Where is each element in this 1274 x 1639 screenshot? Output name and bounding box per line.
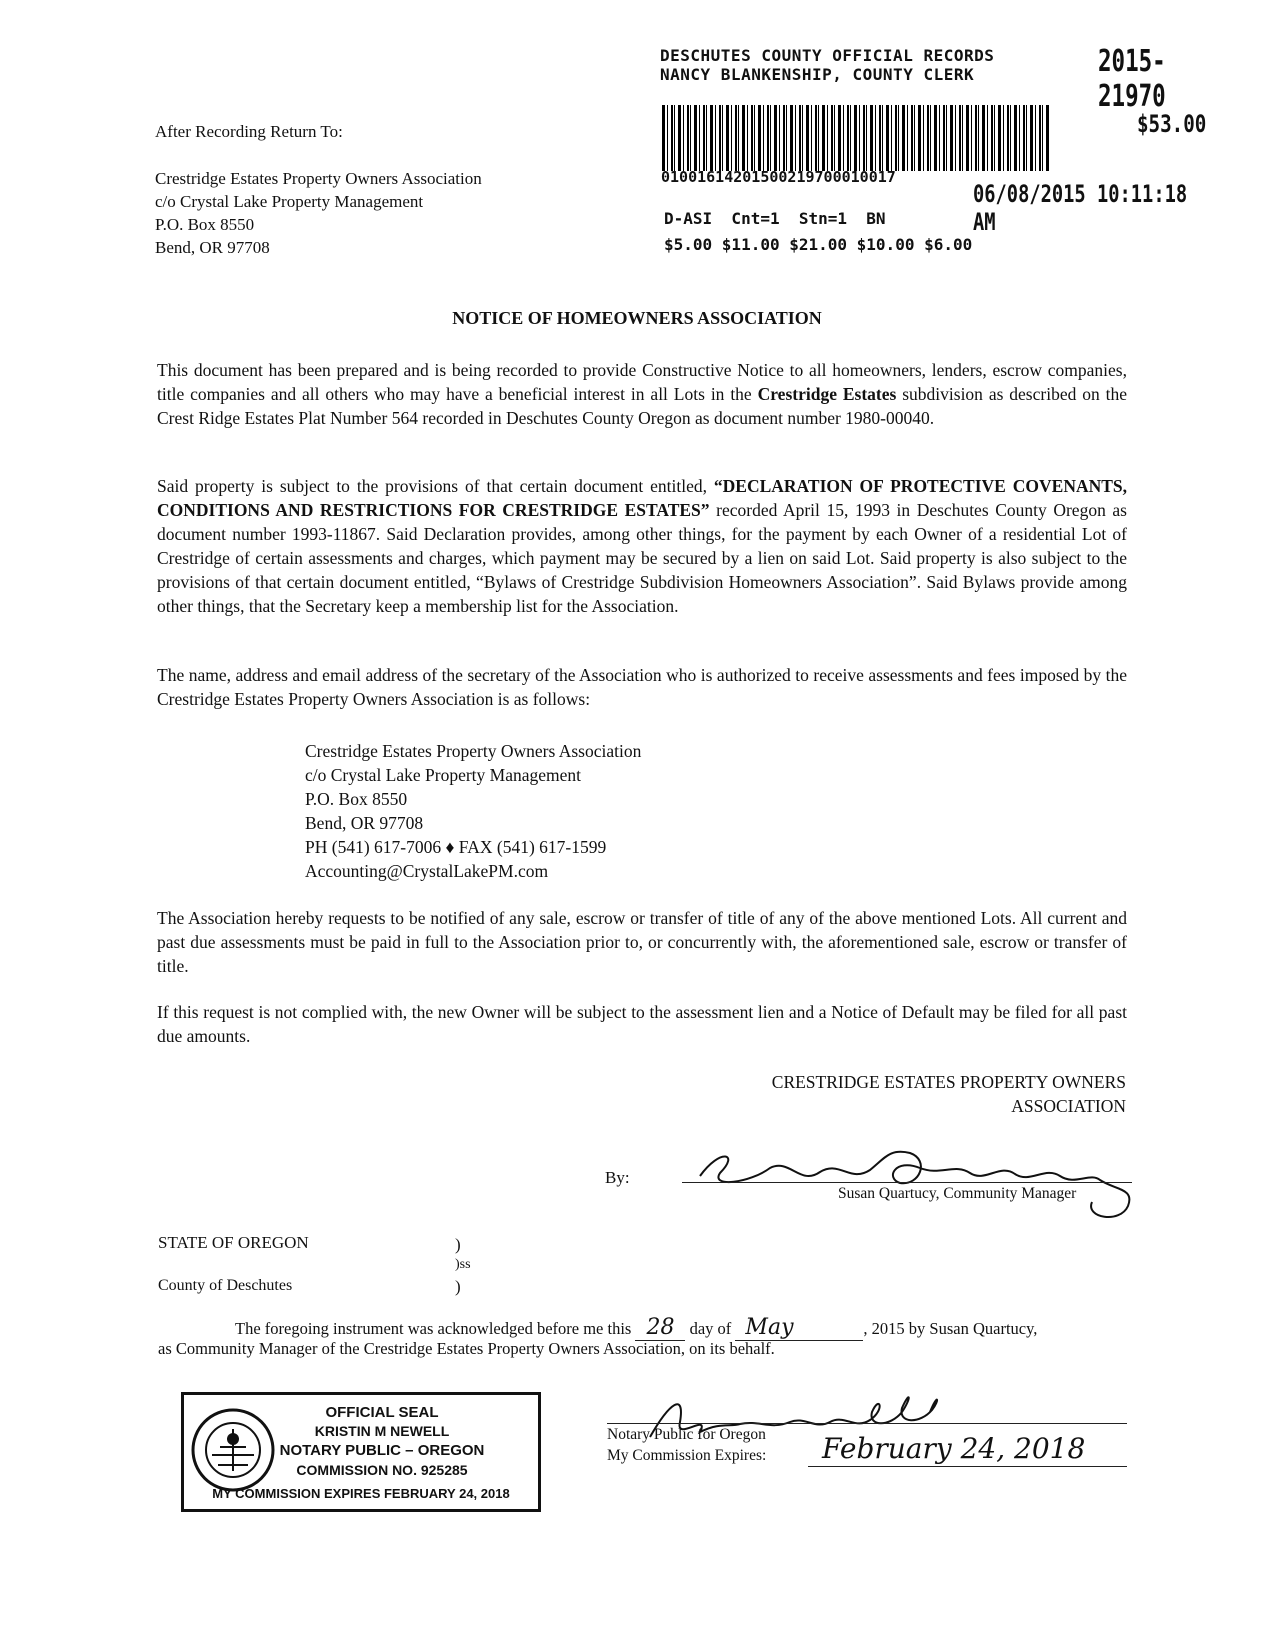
recording-fees: $5.00 $11.00 $21.00 $10.00 $6.00 [664,235,973,254]
return-to-line: P.O. Box 8550 [155,215,255,234]
paragraph-notification-request: The Association hereby requests to be notified of any sale, escrow or transfer of title of any of the above mentioned Lots. All current and past due assessments must be paid in full to the Association prior to, or concurrently with, the aforementioned sale, escrow or transfer of title. [157,908,1127,976]
by-label: By: [605,1168,630,1187]
expires-line [808,1466,1127,1467]
commission-expires-label: My Commission Expires: [607,1447,767,1464]
recording-codes: D-ASI Cnt=1 Stn=1 BN [664,209,886,228]
return-to-address [155,167,482,259]
declaration-title: “DECLARATION OF PROTECTIVE COVENANTS, CONDITIONS AND RESTRICTIONS FOR CRESTRIDGE ESTATES” [157,476,1128,520]
paragraph-secretary: The name, address and email address of the secretary of the Association who is authorized to receive assessments and fees imposed by the Crestridge Estates Property Owners Association is as follows: [157,665,1127,709]
acknowledgment-line-2: as Community Manager of the Crestridge Estates Property Owners Association, on its behalf. [158,1339,775,1358]
document-number: 2015-21970 [1098,44,1166,114]
subdivision-name: Crestridge Estates [757,384,897,404]
secretary-address [305,739,641,883]
venue-county: County of Deschutes [158,1277,293,1294]
return-to-line: c/o Crystal Lake Property Management [155,192,424,211]
seal-official: OFFICIAL SEAL [325,1404,439,1421]
venue-state: STATE OF OREGON [158,1233,309,1252]
notary-signature-line [607,1423,1127,1424]
notary-seal [181,1392,541,1512]
address-line: c/o Crystal Lake Property Management [305,765,582,785]
paragraph-default-warning: If this request is not complied with, the new Owner will be subject to the assessment lien and a Notice of Default may be filed for all past due amounts. [157,1002,1127,1046]
acknowledgment-month: May [735,1315,863,1341]
venue-ss: )ss [455,1257,471,1272]
seal-notary-name: KRISTIN M NEWELL [314,1423,450,1439]
seal-commission-expires: MY COMMISSION EXPIRES FEBRUARY 24, 2018 [212,1486,510,1501]
barcode-digits: 01001614201500219700010017 [661,168,896,186]
return-to-line: Crestridge Estates Property Owners Association [155,169,482,188]
document-title: NOTICE OF HOMEOWNERS ASSOCIATION [452,308,822,328]
acknowledgment-day: 28 [635,1315,685,1341]
venue-paren: ) [455,1277,461,1296]
recording-datetime: 06/08/2015 10:11:18 AM [973,180,1188,236]
signature-line [682,1182,1132,1183]
address-line: Bend, OR 97708 [305,813,424,833]
venue-paren: ) [455,1235,461,1254]
acknowledgment-line-1: The foregoing instrument was acknowledged before me this 28 day of May , 2015 by Susan Quartucy, [235,1315,1038,1340]
association-signature-name: CRESTRIDGE ESTATES PROPERTY OWNERS ASSOCIATION [771,1072,1126,1116]
notary-public-label: Notary Public for Oregon [607,1426,766,1443]
commission-expires-handwritten: February 24, 2018 [822,1432,1086,1465]
return-to-label: After Recording Return To: [155,122,343,141]
barcode [662,105,1050,171]
county-clerk-line: NANCY BLANKENSHIP, COUNTY CLERK [660,65,975,84]
recording-fee-total: $53.00 [1137,110,1207,138]
signer-name: Susan Quartucy, Community Manager [838,1185,1077,1202]
address-line: P.O. Box 8550 [305,789,408,809]
recording-office-line: DESCHUTES COUNTY OFFICIAL RECORDS [660,46,995,65]
address-line: Crestridge Estates Property Owners Association [305,741,642,761]
email-address: Accounting@CrystalLakePM.com [305,861,549,881]
paragraph-declaration: Said property is subject to the provisions of that certain document entitled, “DECLARATION OF PROTECTIVE COVENANTS, CONDITIONS AND RESTRICTIONS FOR CRESTRIDGE ESTATES” recorded April 15, 1993 in Deschutes County Oregon as document number 1993-11867. Said Declaration provides, among other things, for the payment by each Owner of a residential Lot of Crestridge of certain assessments and charges, which payment may be secured by a lien on said Lot. Said property is also subject to the provisions of that certain document entitled, “Bylaws of Crestridge Subdivision Homeowners Association”. Said Bylaws provide among other things, that the Secretary keep a membership list for the Association. [157,476,1128,616]
seal-commission-number: COMMISSION NO. 925285 [296,1462,468,1478]
seal-notary-state: NOTARY PUBLIC – OREGON [279,1442,485,1459]
paragraph-constructive-notice: This document has been prepared and is being recorded to provide Constructive Notice to all homeowners, lenders, escrow companies, title companies and all others who may have a beneficial interest in all Lots in the Crestridge Estates subdivision as described on the Crest Ridge Estates Plat Number 564 recorded in Deschutes County Oregon as document number 1980-00040. [157,360,1127,428]
return-to-line: Bend, OR 97708 [155,238,270,257]
phone-fax-line: PH (541) 617-7006 ♦ FAX (541) 617-1599 [305,837,607,857]
manager-signature [680,1128,1160,1228]
